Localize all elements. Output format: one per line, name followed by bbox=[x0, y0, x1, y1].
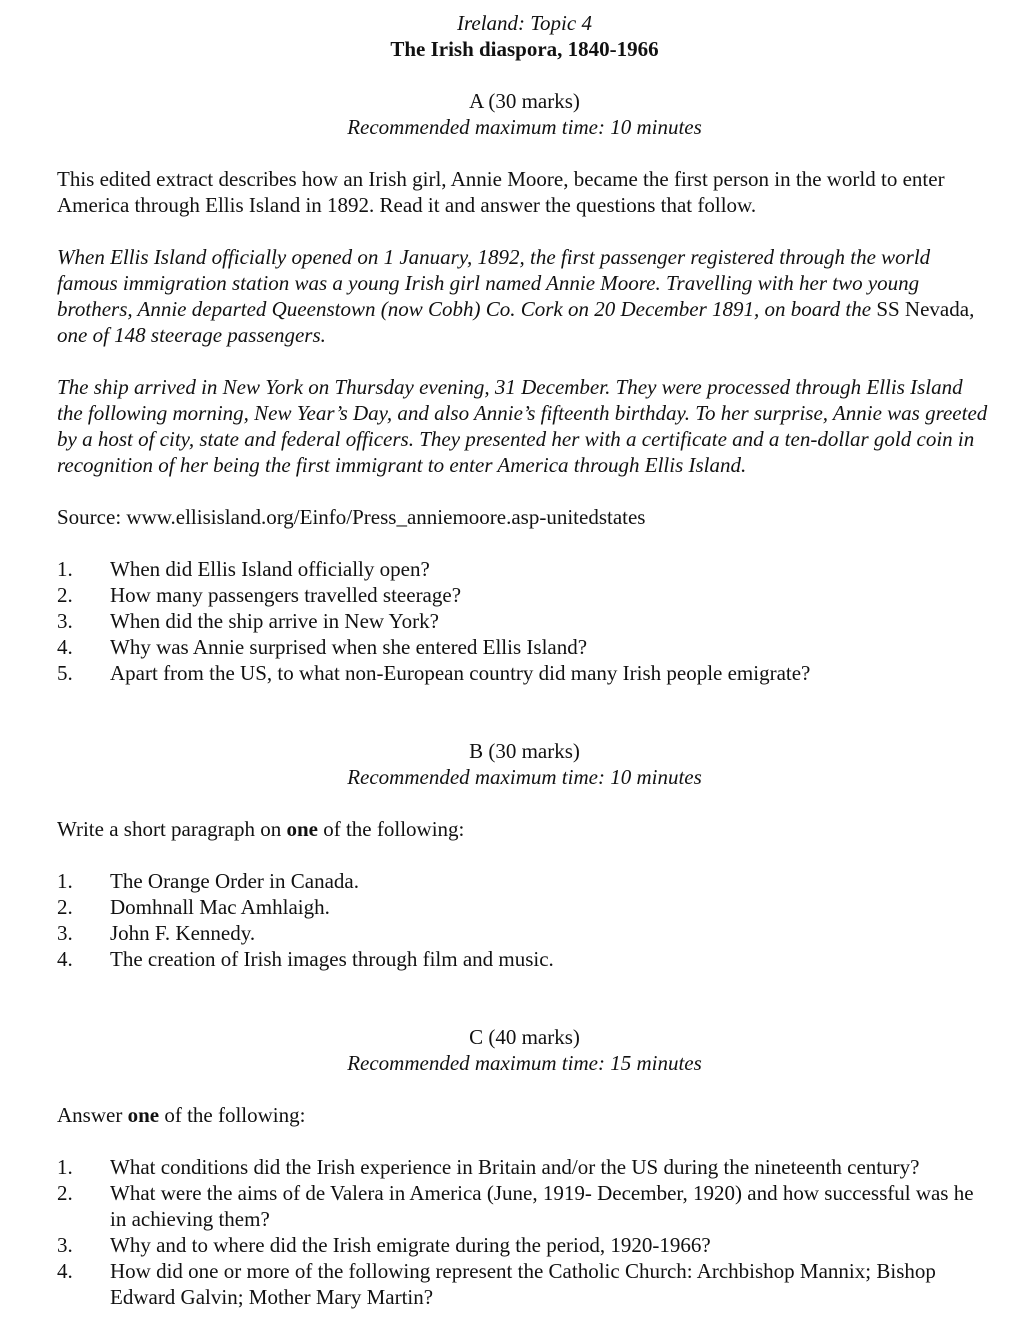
list-item: 5. Apart from the US, to what non-European country did many Irish people emigrate? bbox=[57, 661, 811, 685]
list-item: 3. John F. Kennedy. bbox=[57, 921, 256, 945]
list-item: 1. When did Ellis Island officially open? bbox=[57, 557, 430, 581]
page-title: The Irish diaspora, 1840-1966 bbox=[390, 37, 659, 61]
section-a-heading: A (30 marks) bbox=[469, 89, 580, 113]
list-item: 4. The creation of Irish images through film and music. bbox=[57, 947, 554, 971]
list-item: 1. The Orange Order in Canada. bbox=[57, 869, 359, 893]
list-item: 3. When did the ship arrive in New York? bbox=[57, 609, 439, 633]
instruction-text: Write a short paragraph on bbox=[57, 817, 287, 841]
instruction-text: of the following: bbox=[159, 1103, 306, 1127]
extract-paragraph-2: The ship arrived in New York on Thursday evening, 31 December. They were processed through Ellis Island the following morning, New Year’s Day, and also Annie’s fifteenth birthday. To her surprise, Annie was greeted by a host of city, state and federal officers. They presented her with a certificate and a ten-dollar gold coin in recognition of her being the first immigrant to enter America through Ellis Island. bbox=[57, 375, 988, 477]
extract-p1-text-b: , one of 148 steerage passengers. bbox=[57, 297, 975, 347]
section-c-items bbox=[57, 1154, 992, 1310]
section-c-time: Recommended maximum time: 15 minutes bbox=[347, 1051, 702, 1075]
list-item: 2. What were the aims of de Valera in America (June, 1919- December, 1920) and how successful was he in achieving them? bbox=[57, 1181, 974, 1231]
list-item: 4. Why was Annie surprised when she entered Ellis Island? bbox=[57, 635, 588, 659]
ship-name: SS Nevada bbox=[876, 297, 970, 321]
list-item: 3. Why and to where did the Irish emigrate during the period, 1920-1966? bbox=[57, 1233, 711, 1257]
instruction-emphasis: one bbox=[127, 1103, 160, 1127]
source-citation: Source: www.ellisisland.org/Einfo/Press_anniemoore.asp-unitedstates bbox=[57, 505, 646, 529]
list-item: 1. What conditions did the Irish experience in Britain and/or the US during the nineteenth century? bbox=[57, 1155, 920, 1179]
section-a-intro: This edited extract describes how an Irish girl, Annie Moore, became the first person in the world to enter America through Ellis Island in 1892. Read it and answer the questions that follow. bbox=[57, 167, 945, 217]
section-b-items bbox=[57, 868, 992, 972]
instruction-text: of the following: bbox=[317, 817, 465, 841]
section-a-time: Recommended maximum time: 10 minutes bbox=[347, 115, 702, 139]
section-c-instruction bbox=[57, 1102, 992, 1128]
list-item: 4. How did one or more of the following represent the Catholic Church: Archbishop Mannix; Bishop Edward Galvin; Mother Mary Martin? bbox=[57, 1259, 936, 1309]
extract-p1-text-a: When Ellis Island officially opened on 1 January, 1892, the first passenger registered through the world famous immigration station was a young Irish girl named Annie Moore. Travelling with her two young brothers, Annie departed Queenstown (now Cobh) Co. Cork on 20 December 1891, on board the bbox=[57, 245, 931, 321]
section-b-instruction bbox=[57, 816, 992, 842]
section-b-time: Recommended maximum time: 10 minutes bbox=[347, 765, 702, 789]
instruction-emphasis: one bbox=[286, 817, 318, 841]
section-c-heading: C (40 marks) bbox=[469, 1025, 580, 1049]
exam-page bbox=[57, 10, 992, 1310]
section-b-heading: B (30 marks) bbox=[469, 739, 580, 763]
list-item: 2. How many passengers travelled steerage? bbox=[57, 583, 462, 607]
section-a-questions bbox=[57, 556, 992, 686]
extract-paragraph-1 bbox=[57, 244, 992, 348]
list-item: 2. Domhnall Mac Amhlaigh. bbox=[57, 895, 330, 919]
topic-label: Ireland: Topic 4 bbox=[457, 11, 592, 35]
instruction-text: Answer bbox=[57, 1103, 128, 1127]
